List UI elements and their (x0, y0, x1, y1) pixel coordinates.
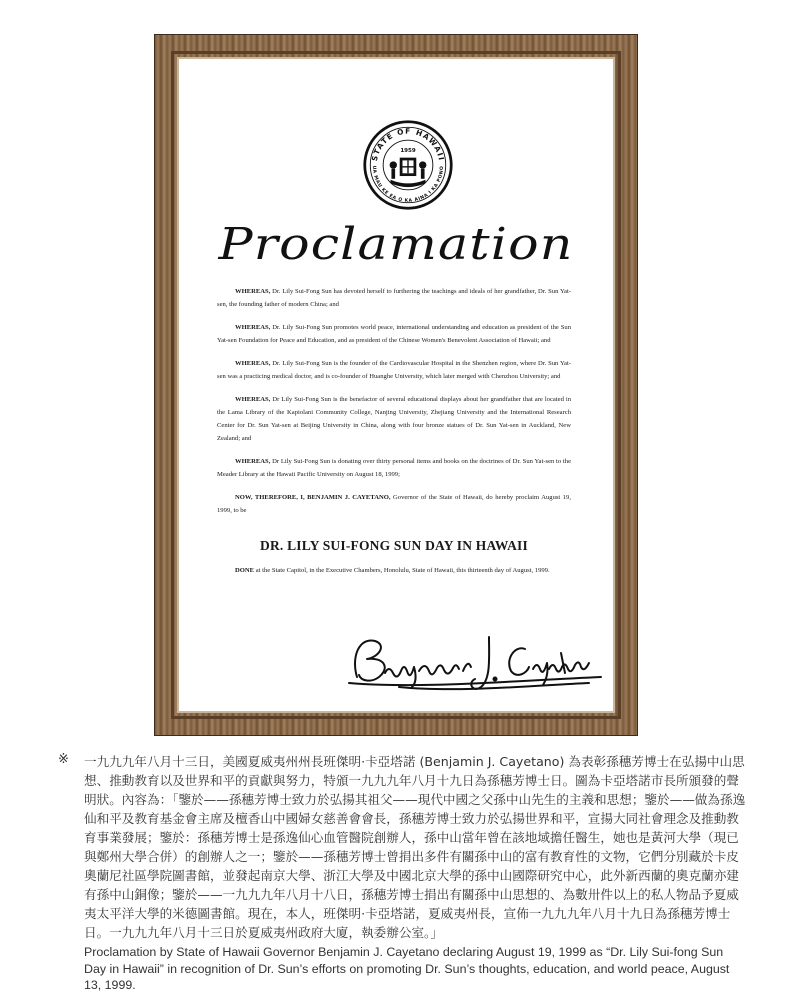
paragraph-lead: WHEREAS, (235, 360, 271, 367)
paragraph-text: at the State Capitol, in the Executive Chambers, Honolulu, State of Hawaii, this thirteenth day of August, 1999. (254, 567, 550, 574)
paragraph-lead: DONE (235, 567, 255, 574)
seal-top-text: STATE OF HAWAII (369, 126, 447, 162)
proclamation-document (177, 57, 615, 713)
caption-chinese: 一九九九年八月十三日，美國夏威夷州州長班傑明·卡亞塔諾 (Benjamin J. Cayetano) 為表彰孫穗芳博士在弘揚中山思想、推動教育以及世界和平的貢獻與努力，特頒一九九九年八月十九日為孫穗芳博士日。圖為卡亞塔諾市長所頒發的聲明狀。內容為：「鑒於——孫穗芳博士致力於弘揚其祖父——現代中國之父孫中山先生的主義和思想；鑒於——做為孫逸仙和平及教育基金會主席及檀香山中國婦女慈善會會長，孫穗芳博士致力於弘揚世界和平，宣揚大同社會理念及推動教育事業發展；鑒於：孫穗芳博士是孫逸仙心血管醫院創辦人，孫中山當年曾在該地域擔任醫生，她也是黃河大學（現已與鄭州大學合併）的創辦人之一；鑒於——孫穗芳博士曾捐出多件有關孫中山的富有教育性的文物，它們分別藏於卡皮奧蘭尼社區學院圖書館，並發起南京大學、浙江大學及中國北京大學的孫中山國際研究中心，此外新西蘭的奧克蘭亦建有孫中山銅像；鑒於——一九九九年八月十八日，孫穗芳博士捐出有關孫中山思想的、為數卅件以上的私人物品予夏威夷太平洋大學的米德圖書館。現在，本人，班傑明·卡亞塔諾，夏威夷州長，宣佈一九九九年八月十九日為孫穗芳博士日。一九九九年八月十三日於夏威夷州政府大廈，執委辦公室。」 (84, 754, 746, 940)
whereas-paragraph-4 (217, 393, 571, 445)
paragraph-lead: WHEREAS, (235, 288, 271, 295)
paragraph-lead: WHEREAS, (235, 458, 271, 465)
proclamation-frame (155, 35, 637, 735)
therefore-paragraph (217, 491, 571, 517)
paragraph-text: Dr Lily Sui-Fong Sun is the benefactor of several educational displays about her grandfather that are located in the Lama Library of the Kapiolani Community College, Nanjing University, Zhejiang University and the International Research Center for Dr. Sun Yat-sen at Beijing University in China, along with four bronze statues of Dr. Sun Yat-sen in Auckland, New Zealand; and (217, 396, 571, 442)
paragraph-lead: WHEREAS, (235, 324, 271, 331)
paragraph-text: Governor of the State of Hawaii, do hereby proclaim August 19, 1999, to be (217, 494, 571, 514)
whereas-paragraph-3 (217, 357, 571, 383)
whereas-paragraph-5 (217, 455, 571, 481)
whereas-paragraph-2 (217, 321, 571, 347)
paragraph-text: Dr. Lily Sui-Fong Sun has devoted herself to furthering the teachings and ideals of her grandfather, Dr. Sun Yat-sen, the founding father of modern China; and (217, 288, 571, 308)
done-paragraph (217, 564, 571, 577)
seal-year: 1959 (400, 148, 416, 155)
paragraph-lead: WHEREAS, (235, 396, 271, 403)
day-title: DR. LILY SUI-FONG SUN DAY IN HAWAII (260, 538, 528, 553)
paragraph-text: Dr. Lily Sui-Fong Sun is the founder of the Cardiovascular Hospital in the Shenzhen region, where Dr. Sun Yat-sen was a practicing medical doctor, and is co-founder of Huanghe University, which later merged with Chenzhou University; and (217, 360, 571, 380)
caption-english: Proclamation by State of Hawaii Governor Benjamin J. Cayetano declaring August 19, 1999 as “Dr. Lily Sui-fong Sun Day in Hawaii” in recognition of Dr. Sun’s efforts on promoting Dr. Sun’s thoughts, education, and world peace, August 13, 1999. (84, 945, 730, 992)
proclamation-heading: Proclamation (218, 219, 574, 270)
paragraph-text: Dr Lily Sui-Fong Sun is donating over thirty personal items and books on the doctrines of Dr. Sun Yat-sen to the Meader Library at the Hawaii Pacific University on August 18, 1999; (217, 458, 571, 478)
seal-bottom-text: UA MAU KE EA O KA AINA I KA PONO (371, 165, 446, 204)
governor-signature (339, 627, 609, 697)
proclamation-body (217, 285, 571, 587)
paragraph-text: Dr. Lily Sui-Fong Sun promotes world peace, international understanding and education as president of the Sun Yat-sen Foundation for Peace and Education, and as president of the Chinese Women's Benevolent Association of Hawaii; and (217, 324, 571, 344)
whereas-paragraph-1 (217, 285, 571, 311)
paragraph-lead: NOW, THEREFORE, I, BENJAMIN J. CAYETANO, (235, 494, 391, 501)
caption (84, 752, 748, 994)
state-seal-icon (362, 119, 454, 211)
reference-mark: ※ (58, 752, 69, 767)
